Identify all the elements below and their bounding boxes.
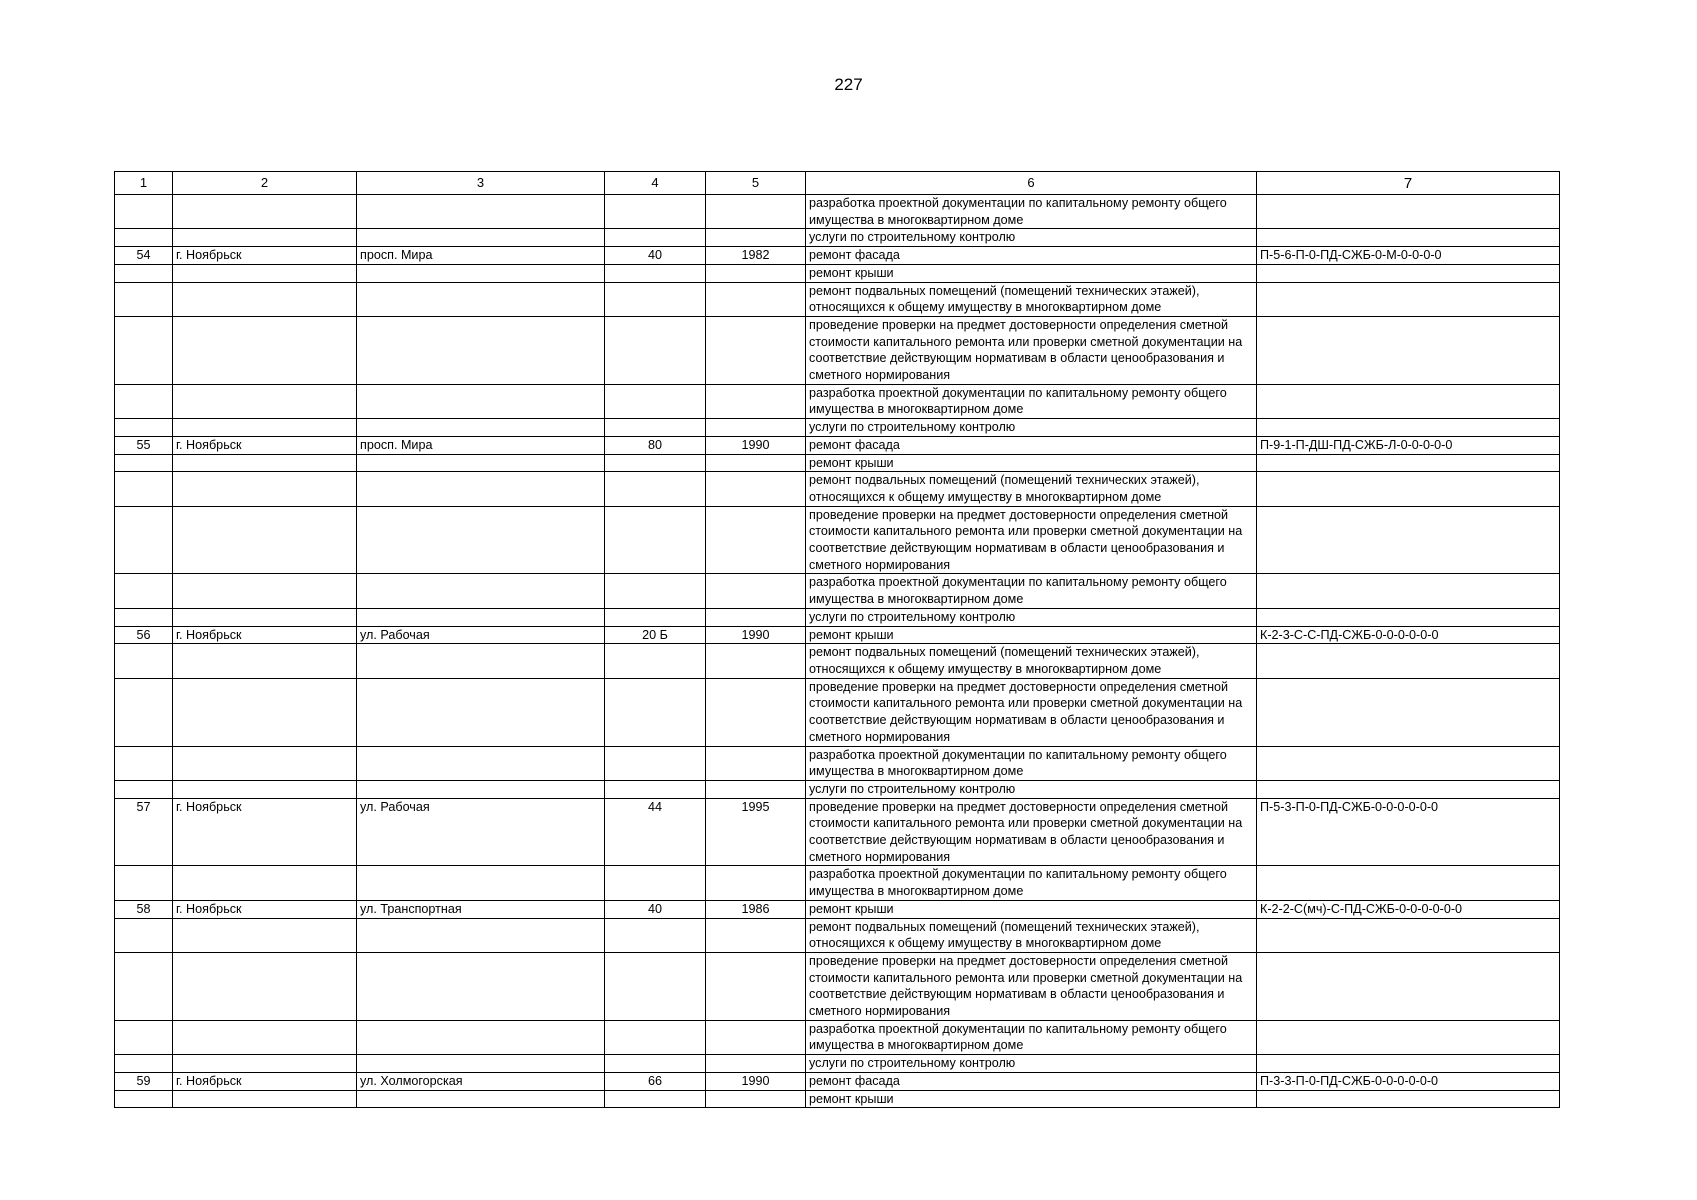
house-code-cell bbox=[1257, 506, 1560, 574]
street-cell bbox=[357, 264, 605, 282]
row-number-cell bbox=[115, 1055, 173, 1073]
column-header: 2 bbox=[173, 172, 357, 195]
row-number-cell: 58 bbox=[115, 900, 173, 918]
street-cell bbox=[357, 195, 605, 229]
house-code-cell: К-2-3-С-С-ПД-СЖБ-0-0-0-0-0-0 bbox=[1257, 626, 1560, 644]
work-type-cell: разработка проектной документации по капитальному ремонту общего имущества в многоквартирном доме bbox=[806, 746, 1257, 780]
work-type-cell: ремонт крыши bbox=[806, 264, 1257, 282]
work-type-cell: ремонт подвальных помещений (помещений технических этажей), относящихся к общему имуществу в многоквартирном доме bbox=[806, 282, 1257, 316]
table-row bbox=[115, 574, 1560, 608]
street-cell bbox=[357, 229, 605, 247]
table-row bbox=[115, 247, 1560, 265]
house-number-cell bbox=[605, 574, 706, 608]
house-code-cell: П-5-6-П-0-ПД-СЖБ-0-М-0-0-0-0 bbox=[1257, 247, 1560, 265]
work-type-cell: разработка проектной документации по капитальному ремонту общего имущества в многоквартирном доме bbox=[806, 866, 1257, 900]
table-body bbox=[115, 172, 1560, 1108]
house-code-cell bbox=[1257, 918, 1560, 952]
house-code-cell bbox=[1257, 746, 1560, 780]
house-number-cell: 40 bbox=[605, 247, 706, 265]
house-number-cell bbox=[605, 454, 706, 472]
city-cell: г. Ноябрьск bbox=[173, 1072, 357, 1090]
row-number-cell bbox=[115, 678, 173, 746]
house-number-cell bbox=[605, 1055, 706, 1073]
table-row bbox=[115, 229, 1560, 247]
house-number-cell bbox=[605, 195, 706, 229]
year-cell bbox=[706, 472, 806, 506]
city-cell bbox=[173, 282, 357, 316]
work-type-cell: ремонт крыши bbox=[806, 626, 1257, 644]
column-header: 3 bbox=[357, 172, 605, 195]
city-cell bbox=[173, 918, 357, 952]
year-cell: 1990 bbox=[706, 436, 806, 454]
house-number-cell bbox=[605, 866, 706, 900]
table-row bbox=[115, 282, 1560, 316]
house-code-cell bbox=[1257, 472, 1560, 506]
work-type-cell: услуги по строительному контролю bbox=[806, 608, 1257, 626]
row-number-cell: 56 bbox=[115, 626, 173, 644]
work-type-cell: услуги по строительному контролю bbox=[806, 419, 1257, 437]
year-cell bbox=[706, 454, 806, 472]
table-row bbox=[115, 316, 1560, 384]
house-code-cell bbox=[1257, 866, 1560, 900]
row-number-cell bbox=[115, 1020, 173, 1054]
year-cell: 1982 bbox=[706, 247, 806, 265]
row-number-cell bbox=[115, 472, 173, 506]
house-code-cell bbox=[1257, 608, 1560, 626]
table-row bbox=[115, 1072, 1560, 1090]
year-cell bbox=[706, 384, 806, 418]
year-cell bbox=[706, 282, 806, 316]
street-cell bbox=[357, 644, 605, 678]
year-cell bbox=[706, 780, 806, 798]
city-cell bbox=[173, 384, 357, 418]
row-number-cell bbox=[115, 1090, 173, 1108]
house-code-cell bbox=[1257, 384, 1560, 418]
house-code-cell: П-3-3-П-0-ПД-СЖБ-0-0-0-0-0-0 bbox=[1257, 1072, 1560, 1090]
work-type-cell: ремонт подвальных помещений (помещений технических этажей), относящихся к общему имуществу в многоквартирном доме bbox=[806, 472, 1257, 506]
house-number-cell bbox=[605, 746, 706, 780]
table-row bbox=[115, 1020, 1560, 1054]
table-header-row bbox=[115, 172, 1560, 195]
street-cell: просп. Мира bbox=[357, 436, 605, 454]
table-row bbox=[115, 866, 1560, 900]
house-number-cell bbox=[605, 419, 706, 437]
house-code-cell bbox=[1257, 1020, 1560, 1054]
city-cell bbox=[173, 506, 357, 574]
house-code-cell bbox=[1257, 1055, 1560, 1073]
street-cell bbox=[357, 918, 605, 952]
table-row bbox=[115, 644, 1560, 678]
work-type-cell: ремонт подвальных помещений (помещений технических этажей), относящихся к общему имуществу в многоквартирном доме bbox=[806, 918, 1257, 952]
table-row bbox=[115, 384, 1560, 418]
city-cell bbox=[173, 952, 357, 1020]
house-number-cell bbox=[605, 229, 706, 247]
street-cell bbox=[357, 419, 605, 437]
table-row bbox=[115, 1090, 1560, 1108]
house-code-cell bbox=[1257, 195, 1560, 229]
capital-repair-table bbox=[114, 171, 1560, 1108]
house-number-cell bbox=[605, 780, 706, 798]
table-row bbox=[115, 472, 1560, 506]
house-code-cell bbox=[1257, 952, 1560, 1020]
table-row bbox=[115, 419, 1560, 437]
row-number-cell bbox=[115, 574, 173, 608]
row-number-cell bbox=[115, 746, 173, 780]
work-type-cell: услуги по строительному контролю bbox=[806, 780, 1257, 798]
column-header: 7 bbox=[1257, 172, 1560, 195]
city-cell bbox=[173, 472, 357, 506]
year-cell bbox=[706, 264, 806, 282]
work-type-cell: ремонт крыши bbox=[806, 454, 1257, 472]
work-type-cell: ремонт крыши bbox=[806, 1090, 1257, 1108]
table-row bbox=[115, 1055, 1560, 1073]
city-cell bbox=[173, 454, 357, 472]
year-cell bbox=[706, 419, 806, 437]
city-cell: г. Ноябрьск bbox=[173, 436, 357, 454]
year-cell bbox=[706, 608, 806, 626]
work-type-cell: услуги по строительному контролю bbox=[806, 229, 1257, 247]
year-cell bbox=[706, 506, 806, 574]
city-cell bbox=[173, 780, 357, 798]
house-number-cell bbox=[605, 1090, 706, 1108]
year-cell bbox=[706, 316, 806, 384]
work-type-cell: ремонт фасада bbox=[806, 436, 1257, 454]
city-cell: г. Ноябрьск bbox=[173, 247, 357, 265]
work-type-cell: проведение проверки на предмет достоверности определения сметной стоимости капитального ремонта или проверки сметной документации на соответствие действующим нормативам в области ценообразования и сметного нормирования bbox=[806, 678, 1257, 746]
house-number-cell: 66 bbox=[605, 1072, 706, 1090]
house-code-cell bbox=[1257, 644, 1560, 678]
work-type-cell: разработка проектной документации по капитальному ремонту общего имущества в многоквартирном доме bbox=[806, 384, 1257, 418]
house-number-cell: 20 Б bbox=[605, 626, 706, 644]
street-cell bbox=[357, 866, 605, 900]
house-code-cell: П-9-1-П-ДШ-ПД-СЖБ-Л-0-0-0-0-0 bbox=[1257, 436, 1560, 454]
city-cell bbox=[173, 1090, 357, 1108]
city-cell bbox=[173, 574, 357, 608]
year-cell: 1986 bbox=[706, 900, 806, 918]
row-number-cell bbox=[115, 264, 173, 282]
row-number-cell bbox=[115, 195, 173, 229]
street-cell: ул. Транспортная bbox=[357, 900, 605, 918]
column-header: 4 bbox=[605, 172, 706, 195]
row-number-cell: 55 bbox=[115, 436, 173, 454]
column-header: 5 bbox=[706, 172, 806, 195]
table-row bbox=[115, 952, 1560, 1020]
work-type-cell: проведение проверки на предмет достоверности определения сметной стоимости капитального ремонта или проверки сметной документации на соответствие действующим нормативам в области ценообразования и сметного нормирования bbox=[806, 316, 1257, 384]
city-cell bbox=[173, 229, 357, 247]
house-code-cell bbox=[1257, 574, 1560, 608]
city-cell bbox=[173, 1020, 357, 1054]
table-row bbox=[115, 454, 1560, 472]
row-number-cell bbox=[115, 952, 173, 1020]
row-number-cell: 57 bbox=[115, 798, 173, 866]
work-type-cell: разработка проектной документации по капитальному ремонту общего имущества в многоквартирном доме bbox=[806, 574, 1257, 608]
street-cell: ул. Рабочая bbox=[357, 798, 605, 866]
house-code-cell bbox=[1257, 678, 1560, 746]
work-type-cell: ремонт крыши bbox=[806, 900, 1257, 918]
city-cell bbox=[173, 608, 357, 626]
street-cell bbox=[357, 384, 605, 418]
street-cell: ул. Рабочая bbox=[357, 626, 605, 644]
city-cell: г. Ноябрьск bbox=[173, 798, 357, 866]
year-cell bbox=[706, 1020, 806, 1054]
row-number-cell bbox=[115, 780, 173, 798]
street-cell bbox=[357, 282, 605, 316]
city-cell bbox=[173, 195, 357, 229]
work-type-cell: разработка проектной документации по капитальному ремонту общего имущества в многоквартирном доме bbox=[806, 195, 1257, 229]
table-row bbox=[115, 678, 1560, 746]
row-number-cell bbox=[115, 384, 173, 418]
city-cell: г. Ноябрьск bbox=[173, 626, 357, 644]
house-number-cell bbox=[605, 472, 706, 506]
house-number-cell bbox=[605, 918, 706, 952]
year-cell bbox=[706, 866, 806, 900]
table-row bbox=[115, 264, 1560, 282]
house-number-cell bbox=[605, 678, 706, 746]
city-cell bbox=[173, 1055, 357, 1073]
house-code-cell bbox=[1257, 780, 1560, 798]
city-cell: г. Ноябрьск bbox=[173, 900, 357, 918]
page-number: 227 bbox=[834, 75, 863, 94]
year-cell bbox=[706, 746, 806, 780]
year-cell bbox=[706, 644, 806, 678]
house-number-cell bbox=[605, 506, 706, 574]
table-row bbox=[115, 626, 1560, 644]
year-cell bbox=[706, 1090, 806, 1108]
city-cell bbox=[173, 316, 357, 384]
row-number-cell bbox=[115, 282, 173, 316]
table-row bbox=[115, 436, 1560, 454]
street-cell bbox=[357, 454, 605, 472]
year-cell bbox=[706, 678, 806, 746]
house-code-cell bbox=[1257, 229, 1560, 247]
house-number-cell bbox=[605, 1020, 706, 1054]
house-number-cell bbox=[605, 264, 706, 282]
city-cell bbox=[173, 678, 357, 746]
row-number-cell bbox=[115, 419, 173, 437]
city-cell bbox=[173, 746, 357, 780]
house-number-cell: 80 bbox=[605, 436, 706, 454]
house-code-cell bbox=[1257, 419, 1560, 437]
column-header: 6 bbox=[806, 172, 1257, 195]
table-row bbox=[115, 780, 1560, 798]
work-type-cell: ремонт подвальных помещений (помещений технических этажей), относящихся к общему имуществу в многоквартирном доме bbox=[806, 644, 1257, 678]
table-row bbox=[115, 746, 1560, 780]
house-number-cell bbox=[605, 384, 706, 418]
street-cell: ул. Холмогорская bbox=[357, 1072, 605, 1090]
column-header: 1 bbox=[115, 172, 173, 195]
house-number-cell bbox=[605, 644, 706, 678]
house-number-cell bbox=[605, 316, 706, 384]
street-cell bbox=[357, 678, 605, 746]
table-row bbox=[115, 900, 1560, 918]
row-number-cell: 54 bbox=[115, 247, 173, 265]
house-code-cell: К-2-2-С(мч)-С-ПД-СЖБ-0-0-0-0-0-0 bbox=[1257, 900, 1560, 918]
street-cell bbox=[357, 506, 605, 574]
street-cell bbox=[357, 608, 605, 626]
street-cell bbox=[357, 952, 605, 1020]
city-cell bbox=[173, 866, 357, 900]
street-cell bbox=[357, 1090, 605, 1108]
street-cell bbox=[357, 472, 605, 506]
street-cell bbox=[357, 316, 605, 384]
street-cell bbox=[357, 1055, 605, 1073]
work-type-cell: проведение проверки на предмет достоверности определения сметной стоимости капитального ремонта или проверки сметной документации на соответствие действующим нормативам в области ценообразования и сметного нормирования bbox=[806, 506, 1257, 574]
table-row bbox=[115, 798, 1560, 866]
work-type-cell: проведение проверки на предмет достоверности определения сметной стоимости капитального ремонта или проверки сметной документации на соответствие действующим нормативам в области ценообразования и сметного нормирования bbox=[806, 952, 1257, 1020]
work-type-cell: проведение проверки на предмет достоверности определения сметной стоимости капитального ремонта или проверки сметной документации на соответствие действующим нормативам в области ценообразования и сметного нормирования bbox=[806, 798, 1257, 866]
year-cell bbox=[706, 195, 806, 229]
year-cell: 1990 bbox=[706, 626, 806, 644]
house-number-cell: 44 bbox=[605, 798, 706, 866]
year-cell bbox=[706, 952, 806, 1020]
house-code-cell bbox=[1257, 1090, 1560, 1108]
year-cell bbox=[706, 918, 806, 952]
street-cell: просп. Мира bbox=[357, 247, 605, 265]
city-cell bbox=[173, 644, 357, 678]
year-cell bbox=[706, 229, 806, 247]
city-cell bbox=[173, 419, 357, 437]
row-number-cell bbox=[115, 918, 173, 952]
row-number-cell bbox=[115, 316, 173, 384]
table-row bbox=[115, 195, 1560, 229]
street-cell bbox=[357, 780, 605, 798]
house-code-cell bbox=[1257, 264, 1560, 282]
work-type-cell: разработка проектной документации по капитальному ремонту общего имущества в многоквартирном доме bbox=[806, 1020, 1257, 1054]
house-code-cell bbox=[1257, 282, 1560, 316]
house-number-cell: 40 bbox=[605, 900, 706, 918]
row-number-cell bbox=[115, 866, 173, 900]
row-number-cell bbox=[115, 644, 173, 678]
year-cell bbox=[706, 574, 806, 608]
house-number-cell bbox=[605, 608, 706, 626]
row-number-cell bbox=[115, 506, 173, 574]
year-cell bbox=[706, 1055, 806, 1073]
row-number-cell bbox=[115, 229, 173, 247]
year-cell: 1995 bbox=[706, 798, 806, 866]
row-number-cell bbox=[115, 454, 173, 472]
row-number-cell: 59 bbox=[115, 1072, 173, 1090]
house-number-cell bbox=[605, 282, 706, 316]
city-cell bbox=[173, 264, 357, 282]
house-code-cell bbox=[1257, 316, 1560, 384]
work-type-cell: ремонт фасада bbox=[806, 247, 1257, 265]
house-number-cell bbox=[605, 952, 706, 1020]
house-code-cell: П-5-3-П-0-ПД-СЖБ-0-0-0-0-0-0 bbox=[1257, 798, 1560, 866]
house-code-cell bbox=[1257, 454, 1560, 472]
work-type-cell: ремонт фасада bbox=[806, 1072, 1257, 1090]
table-row bbox=[115, 918, 1560, 952]
table-row bbox=[115, 608, 1560, 626]
street-cell bbox=[357, 574, 605, 608]
street-cell bbox=[357, 746, 605, 780]
street-cell bbox=[357, 1020, 605, 1054]
row-number-cell bbox=[115, 608, 173, 626]
table-row bbox=[115, 506, 1560, 574]
year-cell: 1990 bbox=[706, 1072, 806, 1090]
work-type-cell: услуги по строительному контролю bbox=[806, 1055, 1257, 1073]
